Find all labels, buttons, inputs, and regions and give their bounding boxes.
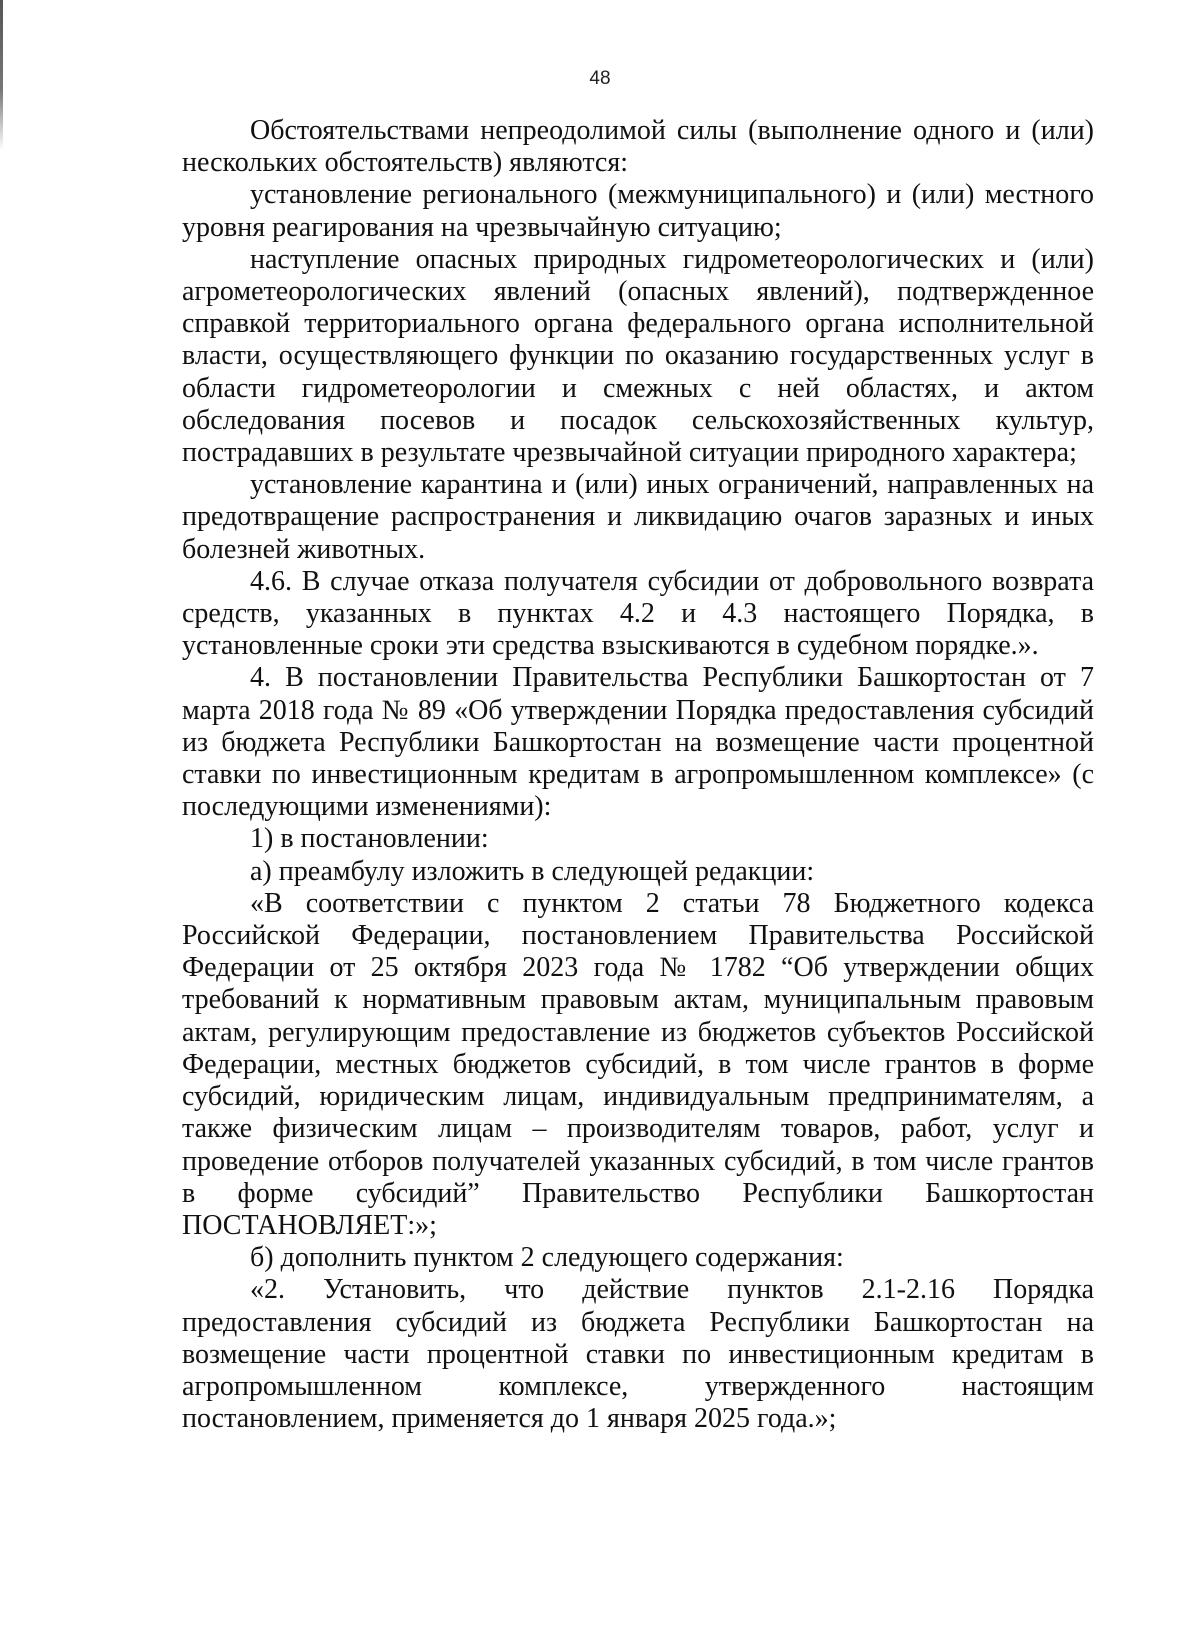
paragraph-item-4: 4. В постановлении Правительства Республики Башкортостан от 7 марта 2018 года № 89 «Об утверждении Порядка предоставления субсидий из бюджета Республики Башкортостан на возмещение части процентной ставки по инвестиционным кредитам в агропромышленном комплексе» (с последующими изменениями): <box>182 662 1094 823</box>
paragraph-quarantine: установление карантина и (или) иных ограничений, направленных на предотвращение распространения и ликвидацию очагов заразных и иных болезней животных. <box>182 469 1094 565</box>
paragraph-subitem-a: а) преамбулу изложить в следующей редакции: <box>250 855 815 887</box>
page-number: 48 <box>589 68 611 89</box>
paragraph-item-2-text: «2. Установить, что действие пунктов 2.1-2.16 Порядка предоставления субсидий из бюджета Республики Башкортостан на возмещение части процентной ставки по инвестиционным кредитам в агропромышленном комплексе, утвержденного настоящим постановлением, применяется до 1 января 2025 года.»; <box>182 1274 1094 1435</box>
paragraph-subitem-1: 1) в постановлении: <box>250 823 489 855</box>
paragraph-subitem-b: б) дополнить пунктом 2 следующего содержания: <box>250 1242 844 1274</box>
paragraph-force-majeure-intro: Обстоятельствами непреодолимой силы (выполнение одного и (или) нескольких обстоятельств) являются: <box>182 115 1094 179</box>
paragraph-4-6: 4.6. В случае отказа получателя субсидии от добровольного возврата средств, указанных в пунктах 4.2 и 4.3 настоящего Порядка, в установленные сроки эти средства взыскиваются в судебном порядке.». <box>182 565 1094 662</box>
paragraph-emergency-level: установление регионального (межмуниципального) и (или) местного уровня реагирования на чрезвычайную ситуацию; <box>182 179 1094 243</box>
document-body <box>182 115 1094 1435</box>
paragraph-preamble-text: «В соответствии с пунктом 2 статьи 78 Бюджетного кодекса Российской Федерации, постановлением Правительства Российской Федерации от 25 октября 2023 года № 1782 “Об утверждении общих требований к нормативным правовым актам, муниципальным правовым актам, регулирующим предоставление из бюджетов субъектов Российской Федерации, местных бюджетов субсидий, в том числе грантов в форме субсидий, юридическим лицам, индивидуальным предпринимателям, а также физическим лицам – производителям товаров, работ, услуг и проведение отборов получателей указанных субсидий, в том числе грантов в форме субсидий” Правительство Республики Башкортостан ПОСТАНОВЛЯЕТ:»; <box>182 887 1094 1241</box>
paragraph-hazardous-phenomena: наступление опасных природных гидрометеорологических и (или) агрометеорологических явлений (опасных явлений), подтвержденное справкой территориального органа федерального органа исполнительной власти, осуществляющего функции по оказанию государственных услуг в области гидрометеорологии и смежных с ней областях, и актом обследования посевов и посадок сельскохозяйственных культур, пострадавших в результате чрезвычайной ситуации природного характера; <box>182 243 1094 469</box>
